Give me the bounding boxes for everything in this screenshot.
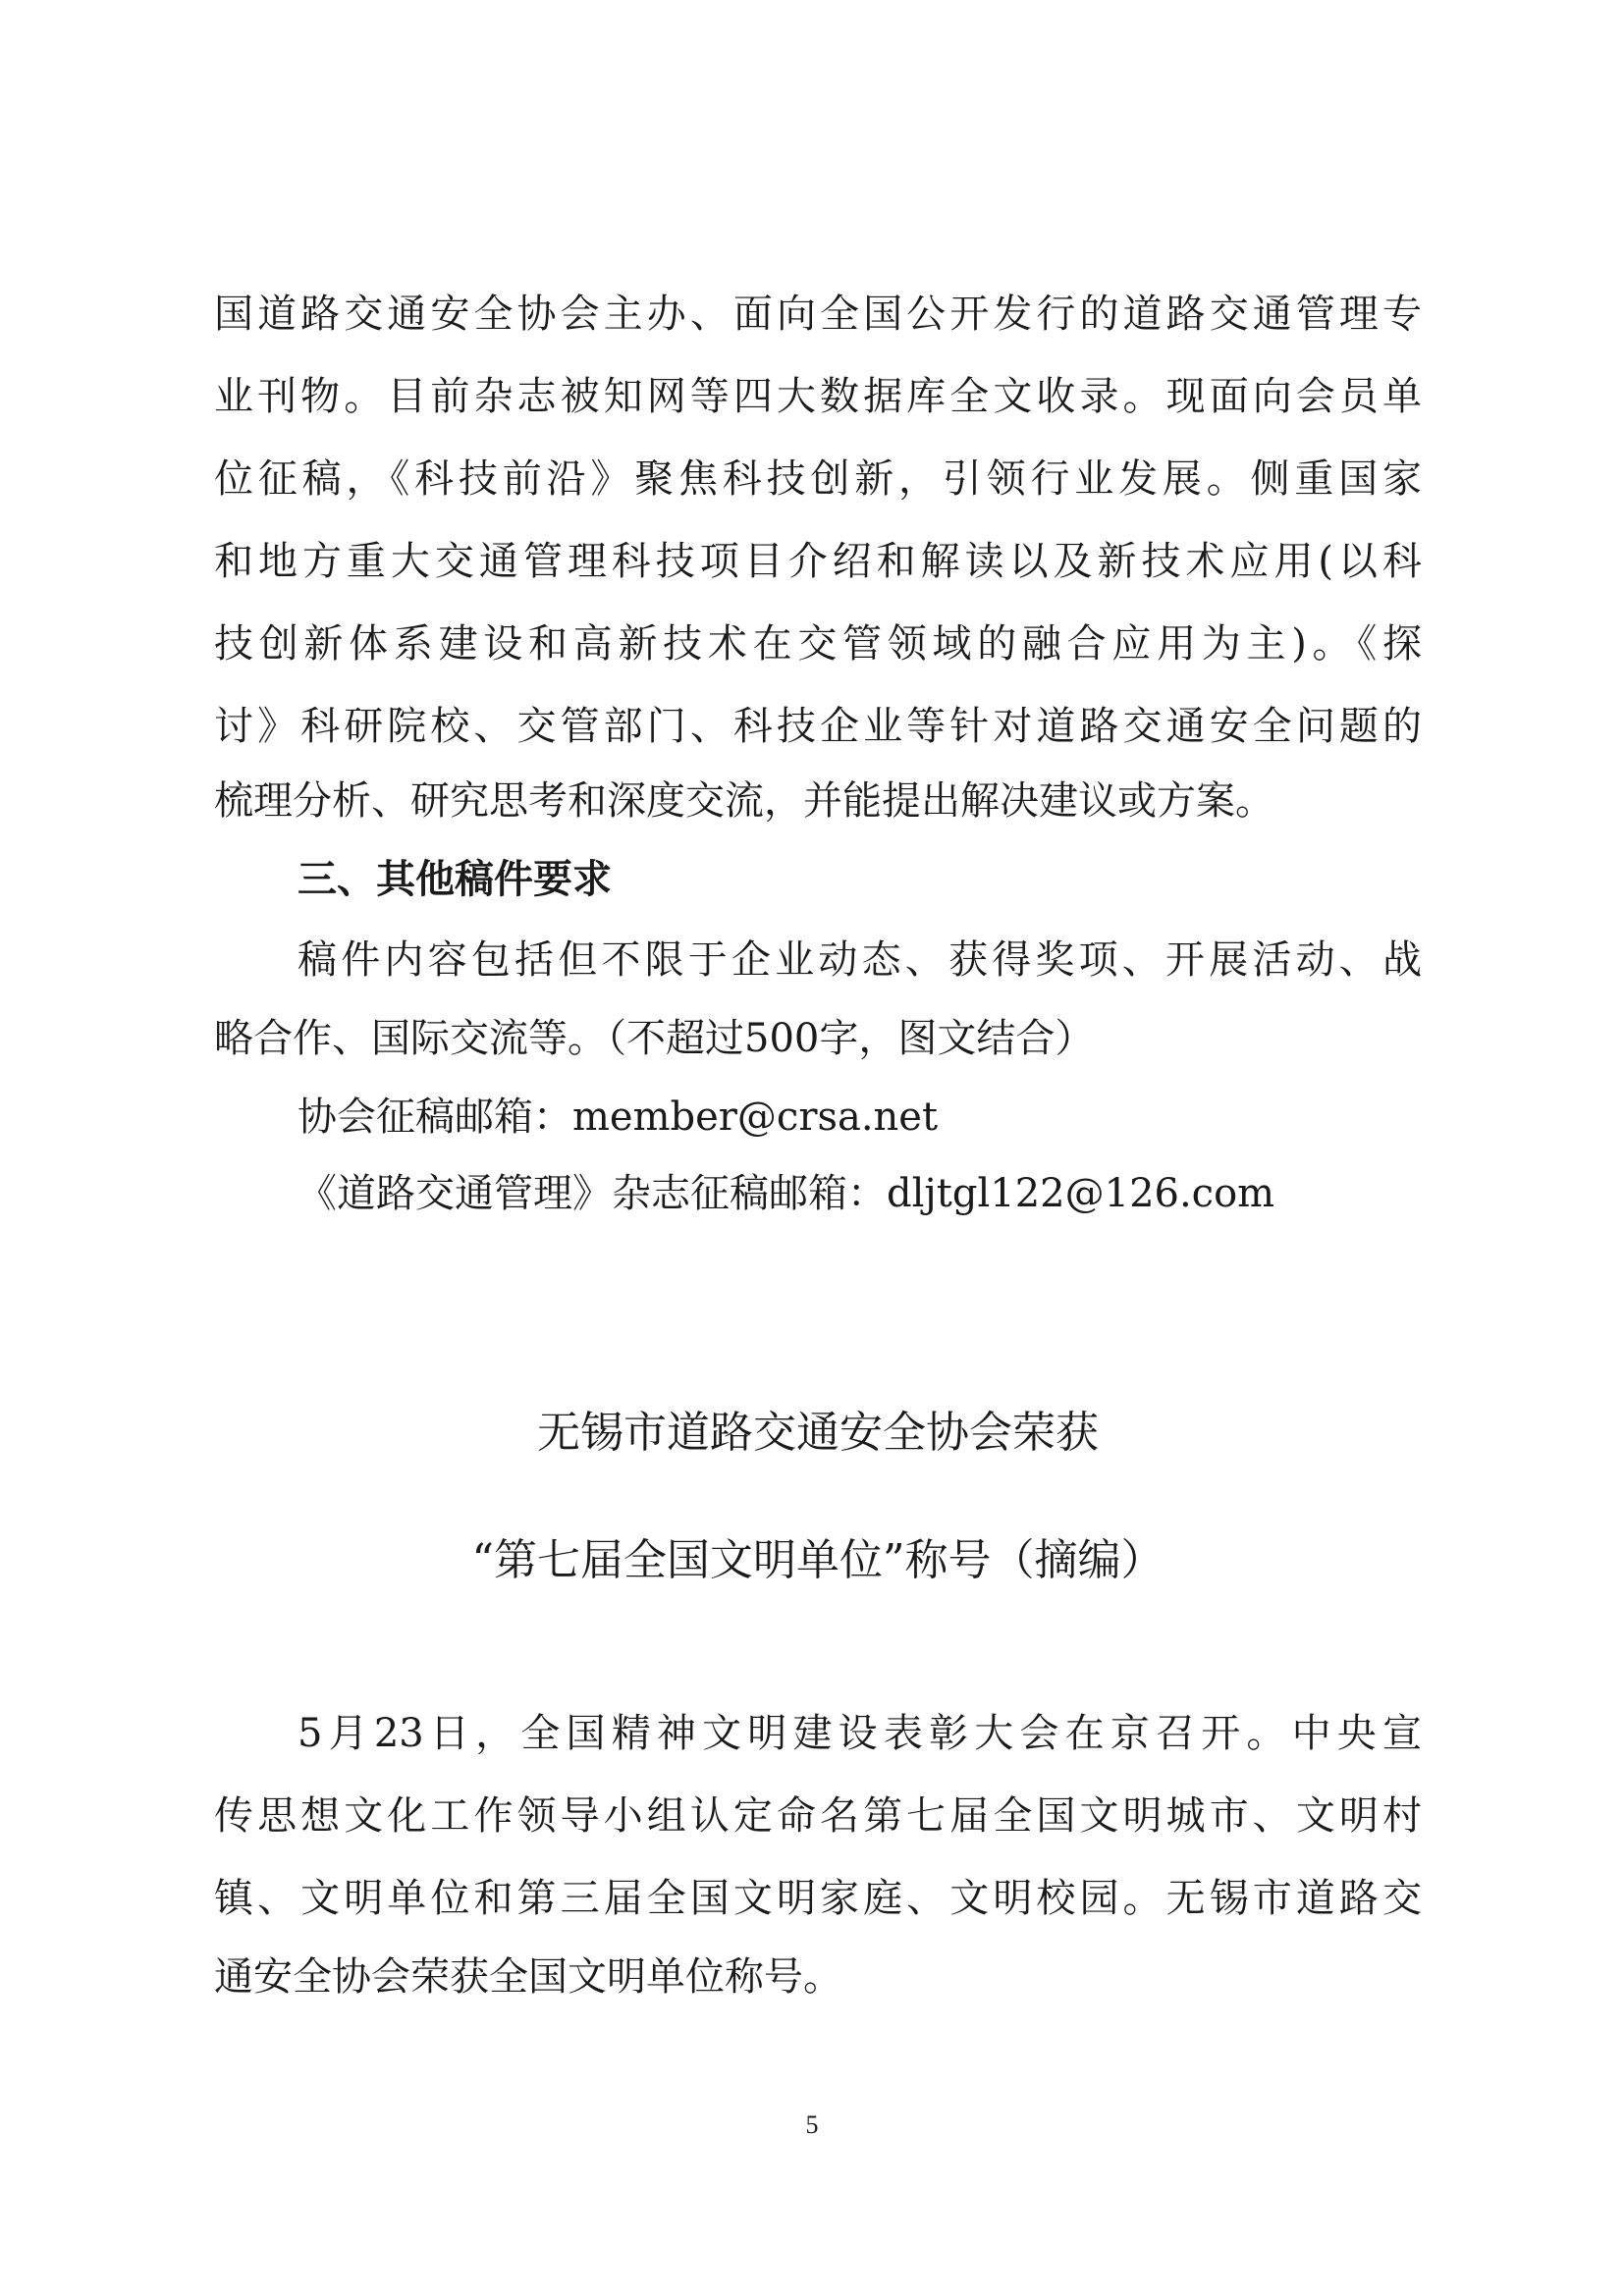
body-line: 略合作、国际交流等。（不超过500字，图文结合）: [214, 1016, 1095, 1061]
body-line: 位征稿，《科技前沿》聚焦科技创新，引领行业发展。侧重国家: [214, 456, 1422, 502]
page-number: 5: [805, 2110, 819, 2139]
article-title-line2: “第七届全国文明单位”称号（摘编）: [471, 1535, 1164, 1585]
body-line: 讨》科研院校、交管部门、科技企业等针对道路交通安全问题的: [214, 704, 1422, 749]
body-line: 稿件内容包括但不限于企业动态、获得奖项、开展活动、战: [298, 937, 1422, 983]
body-line: 5月23日，全国精神文明建设表彰大会在京召开。中央宣: [298, 1711, 1422, 1756]
body-line: 国道路交通安全协会主办、面向全国公开发行的道路交通管理专: [214, 292, 1422, 337]
body-line: 技创新体系建设和高新技术在交管领域的融合应用为主)。《探: [214, 621, 1422, 667]
article-title-line1: 无锡市道路交通安全协会荣获: [537, 1408, 1099, 1458]
body-line: 和地方重大交通管理科技项目介绍和解读以及新技术应用(以科: [214, 539, 1422, 584]
magazine-email: 《道路交通管理》杂志征稿邮箱：dljtgl122@126.com: [298, 1171, 1275, 1216]
body-line: 传思想文化工作领导小组认定命名第七届全国文明城市、文明村: [214, 1793, 1422, 1839]
body-line: 梳理分析、研究思考和深度交流，并能提出解决建议或方案。: [214, 778, 1274, 824]
association-email: 协会征稿邮箱：member@crsa.net: [298, 1095, 939, 1140]
section-heading: 三、其他稿件要求: [298, 857, 612, 902]
body-line: 通安全协会荣获全国文明单位称号。: [214, 1954, 842, 2000]
body-line: 业刊物。目前杂志被知网等四大数据库全文收录。现面向会员单: [214, 374, 1422, 419]
body-line: 镇、文明单位和第三届全国文明家庭、文明校园。无锡市道路交: [214, 1876, 1422, 1921]
